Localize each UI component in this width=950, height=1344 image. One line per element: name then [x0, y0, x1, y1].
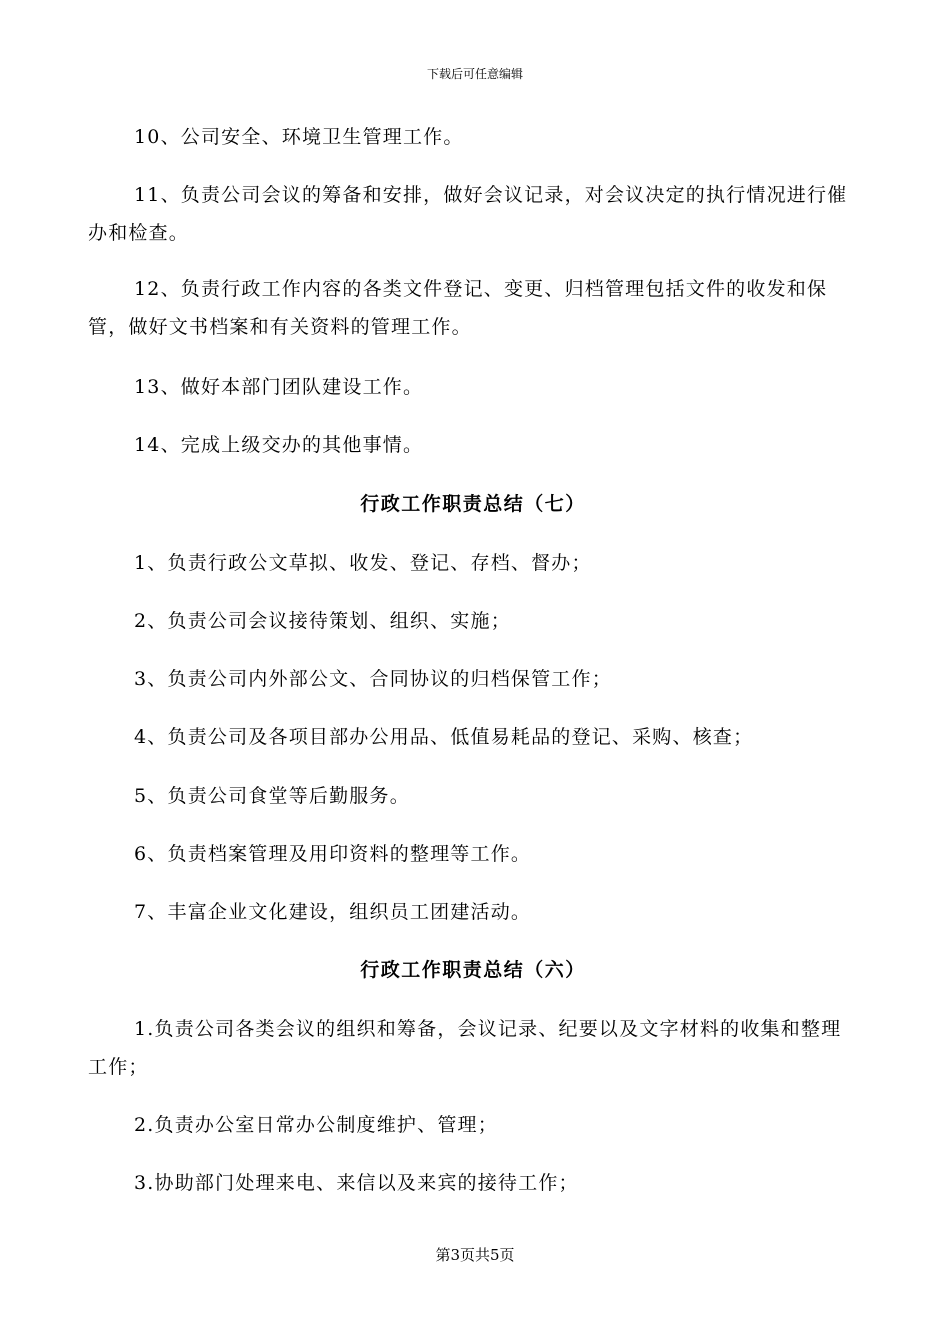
section-seven-item: 4、负责公司及各项目部办公用品、低值易耗品的登记、采购、核查；: [134, 726, 754, 748]
header-note: 下载后可任意编辑: [426, 67, 523, 81]
paragraph-item-11: 11、负责公司会议的筹备和安排，做好会议记录，对会议决定的执行情况进行催办和检查。: [88, 184, 848, 244]
section-heading-six: 行政工作职责总结（六）: [360, 959, 586, 981]
paragraph-item-10: 10、公司安全、环境卫生管理工作。: [134, 126, 464, 148]
section-six-item: 2.负责办公室日常办公制度维护、管理；: [134, 1114, 498, 1136]
section-seven-item: 7、丰富企业文化建设，组织员工团建活动。: [134, 901, 532, 923]
section-six-item: 3.协助部门处理来电、来信以及来宾的接待工作；: [134, 1172, 579, 1194]
section-seven-item: 2、负责公司会议接待策划、组织、实施；: [134, 610, 511, 632]
section-six-item: 1.负责公司各类会议的组织和筹备，会议记录、纪要以及文字材料的收集和整理工作；: [88, 1018, 842, 1078]
paragraph-item-12: 12、负责行政工作内容的各类文件登记、变更、归档管理包括文件的收发和保管，做好文书档案和有关资料的管理工作。: [88, 278, 828, 338]
page-footer: 第3页共5页: [435, 1246, 515, 1264]
section-seven-item: 1、负责行政公文草拟、收发、登记、存档、督办；: [134, 552, 592, 574]
section-seven-item: 3、负责公司内外部公文、合同协议的归档保管工作；: [134, 668, 612, 690]
section-seven-item: 5、负责公司食堂等后勤服务。: [134, 785, 410, 807]
section-heading-seven: 行政工作职责总结（七）: [360, 493, 586, 515]
paragraph-item-13: 13、做好本部门团队建设工作。: [134, 376, 424, 398]
paragraph-item-14: 14、完成上级交办的其他事情。: [134, 434, 424, 456]
section-seven-item: 6、负责档案管理及用印资料的整理等工作。: [134, 843, 532, 865]
